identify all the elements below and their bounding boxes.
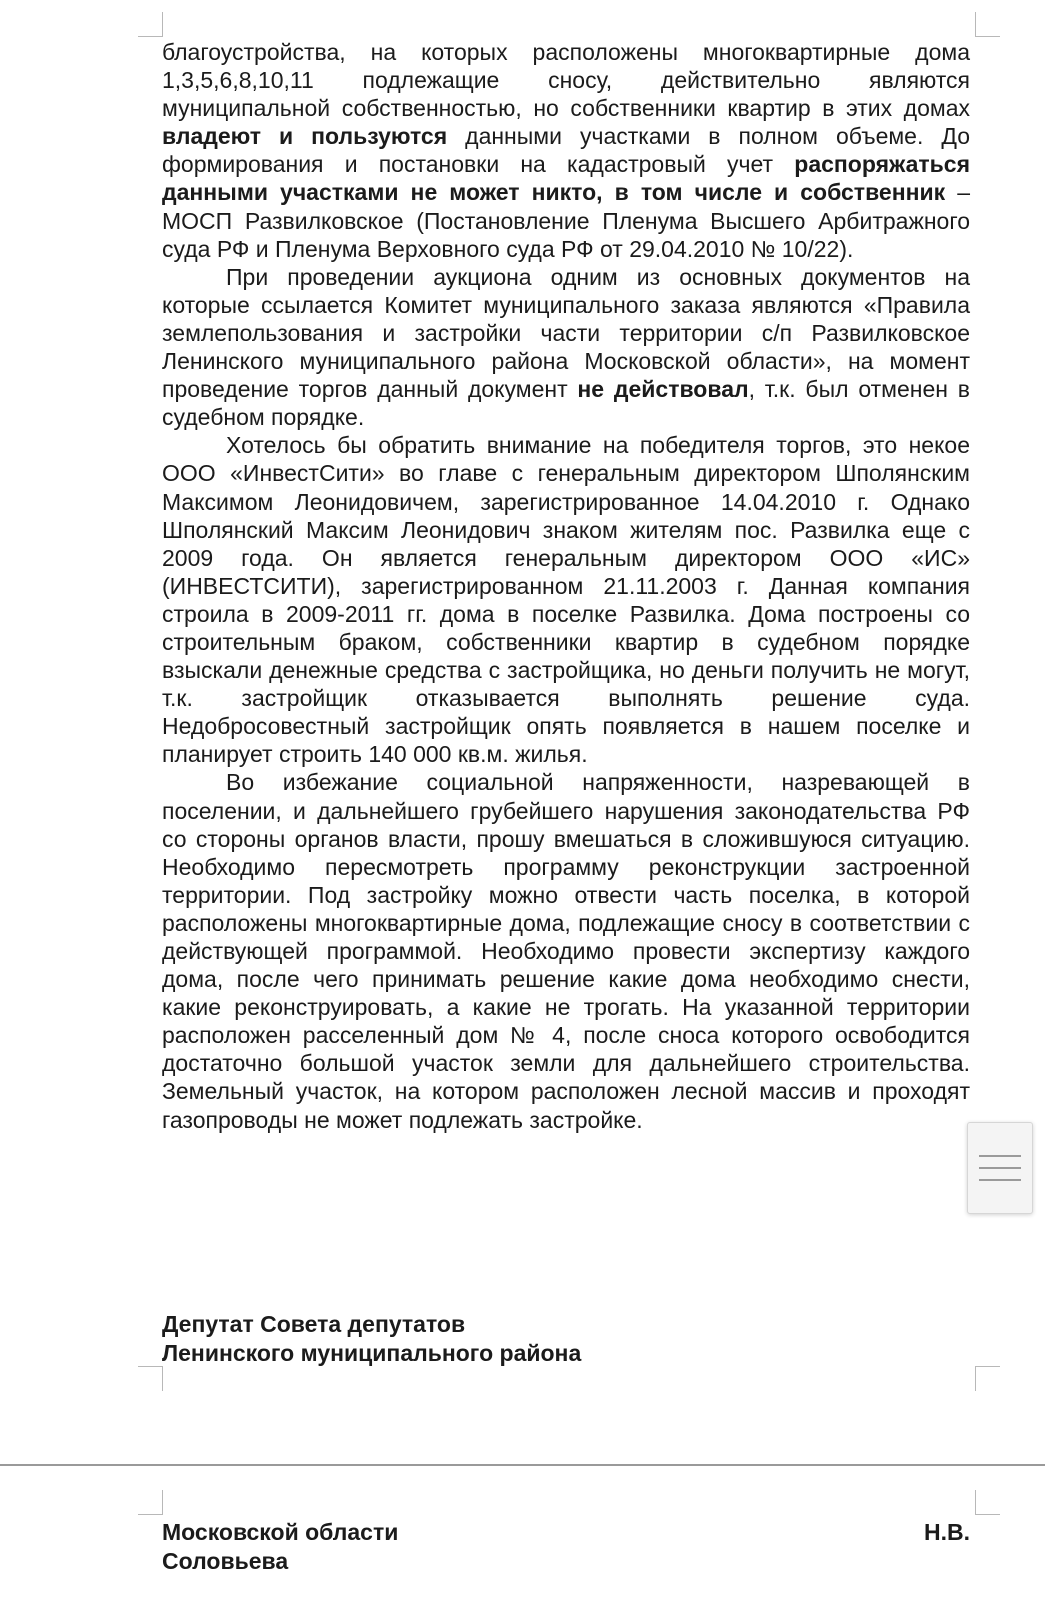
bold-phrase: владеют и пользуются (162, 123, 448, 150)
signature-initials: Н.В. (924, 1519, 970, 1545)
document-body (162, 38, 970, 1134)
page-corner-mark (975, 1490, 1000, 1515)
signature-block (162, 1310, 581, 1367)
paragraph-request: Во избежание социальной напряженности, назревающей в поселении, и дальнейшего грубейшего нарушения законодательства РФ со стороны органов власти, прошу вмешаться в сложившуюся ситуацию. Необходимо пересмотреть программу реконструкции застроенной территории. Под застройку можно отвести часть поселка, в которой расположены многоквартирные дома, подлежащие сносу в соответствии с действующей программой. Необходимо провести экспертизу каждого дома, после чего принимать решение какие дома необходимо снести, какие реконструировать, а какие не трогать. На указанной территории расположен расселенный дом № 4, после сноса которого освободится достаточно большой участок земли для дальнейшего строительства. Земельный участок, на котором расположен лесной массив и проходят газопроводы не может подлежать застройке. (162, 769, 970, 1133)
bold-phrase: распоряжаться данными участками не может никто, в том числе и собственник (162, 151, 970, 206)
text-span: При проведении аукциона одним из основных документов на которые ссылается Комитет муниципального заказа являются «Правила землепользования и застройки части территории с/п Развилковское Ленинского муниципального района Московской области», на момент проведение торгов данный документ (162, 263, 970, 403)
page-corner-mark (138, 1490, 163, 1515)
scroll-handle-icon[interactable] (967, 1122, 1033, 1214)
page-corner-mark (975, 1366, 1000, 1391)
text-span: благоустройства, на которых расположены многоквартирные дома 1,3,5,6,8,10,11 подлежащие сносу, действительно являются муниципальной собственностью, но собственники квартир в этих домах (162, 39, 970, 122)
bold-phrase: не действовал (577, 376, 749, 403)
page-corner-mark (975, 12, 1000, 37)
grip-line (979, 1179, 1021, 1181)
text-span: – МОСП Развилковское (Постановление Пленума Высшего Арбитражного суда РФ и Пленума Верховного суда РФ от 29.04.2010 № 10/22). (162, 179, 971, 262)
signature-surname: Соловьева (162, 1547, 289, 1574)
signature-title-line: Депутат Совета депутатов (162, 1311, 466, 1337)
page-corner-mark (138, 12, 163, 37)
page-corner-mark (138, 1366, 163, 1391)
grip-line (979, 1155, 1021, 1157)
document-page-2 (0, 1466, 1045, 1600)
paragraph-auction-winner: Хотелось бы обратить внимание на победителя торгов, это некое ООО «ИнвестСити» во главе с генеральным директором Шполянским Максимом Леонидовичем, зарегистрированное 14.04.2010 г. Однако Шполянский Максим Леонидович знаком жителям пос. Развилка еще с 2009 года. Он является генеральным директором ООО «ИС» (ИНВЕСТСИТИ), зарегистрированном 21.11.2003 г. Данная компания строила в 2009-2011 гг. дома в поселке Развилка. Дома построены со строительным браком, собственники квартир в судебном порядке взыскали денежные средства с застройщика, но деньги получить не могут, т.к. застройщик отказывается выполнять решение суда. Недобросовестный застройщик опять появляется в нашем поселке и планирует строить 140 000 кв.м. жилья. (162, 432, 970, 768)
paragraph-land-ownership (162, 38, 970, 263)
signature-district-line: Ленинского муниципального района (162, 1339, 582, 1366)
grip-line (979, 1167, 1021, 1169)
signature-continuation (162, 1518, 398, 1575)
text-span: данными участками в полном объеме. До формирования и постановки на кадастровый учет (162, 123, 970, 178)
signature-region-line: Московской области (162, 1519, 399, 1545)
paragraph-auction-rules (162, 263, 970, 432)
text-span: , т.к. был отменен в судебном порядке. (162, 376, 970, 431)
